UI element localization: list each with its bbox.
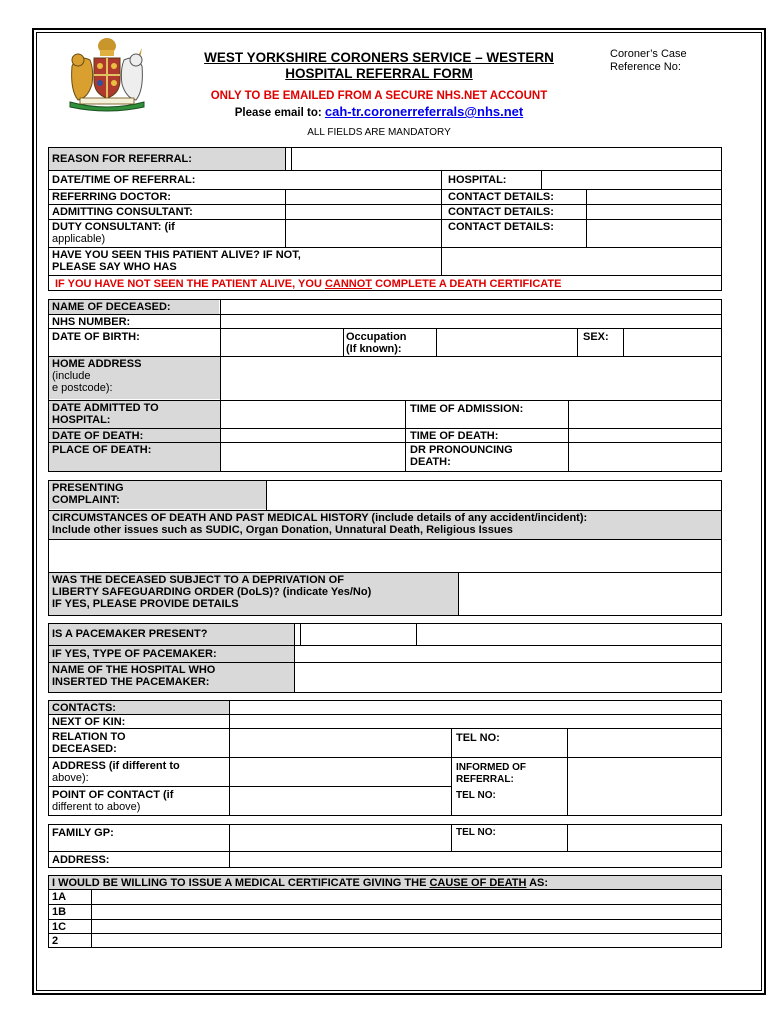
pacemaker-present-label: IS A PACEMAKER PRESENT? bbox=[49, 624, 294, 645]
date-admitted-line2: HOSPITAL: bbox=[52, 414, 111, 426]
cause-heading-b: CAUSE OF DEATH bbox=[429, 877, 527, 889]
cause-row-label: 1C bbox=[52, 921, 67, 933]
dols-field[interactable] bbox=[459, 573, 721, 615]
referring-doctor-label: REFERRING DOCTOR: bbox=[52, 191, 171, 203]
dols-label bbox=[49, 573, 458, 615]
duty-consultant-field[interactable] bbox=[285, 219, 440, 247]
occupation-label bbox=[343, 330, 435, 356]
dols-line1: WAS THE DECEASED SUBJECT TO A DEPRIVATION OF bbox=[52, 574, 344, 586]
home-address-line2: (include bbox=[52, 370, 91, 382]
home-address-line1: HOME ADDRESS bbox=[52, 358, 142, 370]
presenting-line2: COMPLAINT: bbox=[52, 494, 120, 506]
cause-row-field[interactable] bbox=[92, 905, 721, 919]
not-seen-warning-c: COMPLETE A DEATH CERTIFICATE bbox=[372, 278, 562, 290]
occupation-line1: Occupation bbox=[346, 331, 407, 343]
cause-heading-c: AS: bbox=[526, 877, 549, 889]
nhs-number-field[interactable] bbox=[220, 314, 721, 328]
dols-line2: LIBERTY SAFEGUARDING ORDER (DoLS)? (indicate Yes/No) bbox=[52, 586, 372, 598]
contact-details-label-3: CONTACT DETAILS: bbox=[448, 221, 554, 233]
gp-address-field[interactable] bbox=[230, 852, 721, 867]
nok-address-line1: ADDRESS (if different to bbox=[52, 760, 180, 772]
referral-email-link[interactable]: cah-tr.coronerreferrals@nhs.net bbox=[324, 104, 524, 119]
circumstances-line2: Include other issues such as SUDIC, Organ Donation, Unnatural Death, Religious Issues bbox=[52, 524, 513, 536]
pacemaker-present-field[interactable] bbox=[295, 624, 721, 645]
relation-label bbox=[49, 730, 229, 756]
duty-consultant-label bbox=[49, 220, 279, 246]
point-of-contact-label bbox=[49, 788, 229, 814]
contacts-heading: CONTACTS: bbox=[49, 701, 229, 714]
poc-line1: POINT OF CONTACT (if bbox=[52, 789, 174, 801]
home-address-field[interactable] bbox=[220, 356, 721, 400]
time-of-death-label: TIME OF DEATH: bbox=[410, 430, 499, 442]
circumstances-field[interactable] bbox=[49, 540, 721, 572]
dr-pronouncing-field[interactable] bbox=[568, 442, 721, 471]
family-gp-label: FAMILY GP: bbox=[52, 827, 114, 839]
place-of-death-field[interactable] bbox=[220, 442, 405, 471]
nok-address-field[interactable] bbox=[230, 758, 451, 786]
case-ref-line2: Reference No: bbox=[610, 61, 681, 73]
date-admitted-label bbox=[49, 401, 220, 428]
not-seen-warning bbox=[52, 277, 720, 291]
hospital-label: HOSPITAL: bbox=[448, 174, 507, 186]
pacemaker-hospital-label bbox=[49, 663, 294, 692]
contact-details-label-2: CONTACT DETAILS: bbox=[448, 206, 554, 218]
seen-alive-line2: PLEASE SAY WHO HAS bbox=[52, 261, 177, 273]
hospital-field[interactable] bbox=[541, 171, 721, 189]
contact-details-field-3[interactable] bbox=[586, 219, 721, 247]
relation-line1: RELATION TO bbox=[52, 731, 126, 743]
mandatory-note: ALL FIELDS ARE MANDATORY bbox=[307, 127, 451, 138]
pacemaker-hospital-line2: INSERTED THE PACEMAKER: bbox=[52, 676, 210, 688]
not-seen-warning-b: CANNOT bbox=[324, 278, 373, 290]
dr-pronouncing-label bbox=[407, 443, 567, 469]
circumstances-label bbox=[49, 511, 721, 539]
home-address-line3: e postcode): bbox=[52, 382, 113, 394]
case-ref-line1: Coroner’s Case bbox=[610, 48, 687, 60]
contact-details-field-1[interactable] bbox=[586, 189, 721, 204]
seen-alive-line1: HAVE YOU SEEN THIS PATIENT ALIVE? IF NOT, bbox=[52, 249, 301, 261]
nok-address-label bbox=[49, 759, 229, 785]
duty-consultant-line2: applicable) bbox=[52, 233, 106, 245]
informed-label bbox=[453, 761, 563, 787]
family-gp-field[interactable] bbox=[230, 825, 451, 851]
secure-email-warning: ONLY TO BE EMAILED FROM A SECURE NHS.NET ACCOUNT bbox=[210, 90, 548, 102]
datetime-label: DATE/TIME OF REFERRAL: bbox=[52, 174, 196, 186]
name-of-deceased-label: NAME OF DECEASED: bbox=[49, 300, 219, 314]
contact-details-field-2[interactable] bbox=[586, 204, 721, 219]
occupation-field[interactable] bbox=[436, 328, 577, 356]
presenting-line1: PRESENTING bbox=[52, 482, 124, 494]
occupation-line2: (If known): bbox=[346, 343, 402, 355]
seen-alive-field[interactable] bbox=[441, 247, 721, 275]
not-seen-warning-a: IF YOU HAVE NOT SEEN THE PATIENT ALIVE, YOU bbox=[55, 278, 325, 290]
form-title-line2: HOSPITAL REFERRAL FORM bbox=[285, 66, 473, 81]
date-admitted-line1: DATE ADMITTED TO bbox=[52, 402, 159, 414]
date-admitted-field[interactable] bbox=[220, 400, 405, 428]
sex-label: SEX: bbox=[583, 331, 609, 343]
cause-row-field[interactable] bbox=[92, 920, 721, 933]
seen-alive-label bbox=[49, 248, 439, 274]
time-admission-label: TIME OF ADMISSION: bbox=[410, 403, 524, 415]
admitting-consultant-field[interactable] bbox=[285, 204, 440, 219]
dob-field[interactable] bbox=[220, 328, 343, 356]
presenting-complaint-label bbox=[49, 481, 266, 509]
home-address-label bbox=[49, 357, 220, 399]
informed-line1: INFORMED OF bbox=[456, 762, 526, 773]
cause-row-field[interactable] bbox=[92, 934, 721, 947]
cause-row-label: 1A bbox=[52, 891, 67, 903]
email-prefix: Please email to: bbox=[234, 107, 322, 119]
form-title bbox=[170, 50, 588, 82]
cause-row-field[interactable] bbox=[92, 890, 721, 904]
tel-field-1[interactable] bbox=[568, 729, 721, 757]
case-reference bbox=[610, 48, 730, 74]
circumstances-line1: CIRCUMSTANCES OF DEATH AND PAST MEDICAL HISTORY (include details of any accident/incident): bbox=[52, 512, 588, 524]
reason-field[interactable] bbox=[292, 148, 721, 170]
duty-consultant-line1: DUTY CONSULTANT: (if bbox=[52, 221, 175, 233]
gp-tel-field[interactable] bbox=[568, 825, 721, 851]
cause-heading bbox=[49, 876, 721, 889]
relation-line2: DECEASED: bbox=[52, 743, 117, 755]
admitting-consultant-label: ADMITTING CONSULTANT: bbox=[52, 206, 193, 218]
tel-label-2: TEL NO: bbox=[456, 790, 496, 801]
time-of-death-field[interactable] bbox=[568, 428, 721, 442]
cause-row-label: 2 bbox=[52, 935, 59, 947]
tel-field-2[interactable] bbox=[568, 787, 721, 815]
presenting-complaint-field[interactable] bbox=[267, 481, 721, 509]
next-of-kin-label: NEXT OF KIN: bbox=[52, 716, 126, 728]
tel-label-1: TEL NO: bbox=[456, 732, 500, 744]
date-of-death-label: DATE OF DEATH: bbox=[49, 429, 220, 442]
pacemaker-hospital-line1: NAME OF THE HOSPITAL WHO bbox=[52, 664, 216, 676]
name-of-deceased-field[interactable] bbox=[220, 300, 721, 314]
gp-tel-label: TEL NO: bbox=[456, 827, 496, 838]
gp-address-label: ADDRESS: bbox=[52, 854, 110, 866]
nhs-number-label: NHS NUMBER: bbox=[52, 316, 131, 328]
time-admission-field[interactable] bbox=[568, 400, 721, 428]
relation-field[interactable] bbox=[230, 729, 451, 757]
place-of-death-label: PLACE OF DEATH: bbox=[49, 443, 220, 471]
email-instruction bbox=[170, 104, 588, 119]
form-title-line1: WEST YORKSHIRE CORONERS SERVICE – WESTERN bbox=[204, 50, 554, 65]
contacts-heading-field[interactable] bbox=[230, 701, 721, 714]
datetime-field[interactable] bbox=[285, 171, 440, 189]
date-of-death-field[interactable] bbox=[220, 428, 405, 442]
pacemaker-type-field[interactable] bbox=[295, 646, 721, 662]
pacemaker-type-label: IF YES, TYPE OF PACEMAKER: bbox=[49, 646, 294, 662]
reason-label: REASON FOR REFERRAL: bbox=[49, 148, 285, 170]
point-of-contact-field[interactable] bbox=[230, 787, 451, 815]
nok-address-line2: above): bbox=[52, 772, 89, 784]
informed-line2: REFERRAL: bbox=[456, 774, 514, 785]
poc-line2: different to above) bbox=[52, 801, 141, 813]
cause-heading-a: I WOULD BE WILLING TO ISSUE A MEDICAL CERTIFICATE GIVING THE bbox=[52, 877, 430, 889]
contact-details-label-1: CONTACT DETAILS: bbox=[448, 191, 554, 203]
dols-line3: IF YES, PLEASE PROVIDE DETAILS bbox=[52, 598, 239, 610]
cause-row-label: 1B bbox=[52, 906, 67, 918]
dr-pronouncing-line1: DR PRONOUNCING bbox=[410, 444, 513, 456]
royal-coat-of-arms-logo bbox=[62, 36, 152, 112]
pacemaker-hospital-field[interactable] bbox=[295, 663, 721, 692]
sex-field[interactable] bbox=[623, 328, 721, 356]
dr-pronouncing-line2: DEATH: bbox=[410, 456, 451, 468]
next-of-kin-field[interactable] bbox=[230, 715, 721, 728]
dob-label: DATE OF BIRTH: bbox=[52, 331, 140, 343]
referring-doctor-field[interactable] bbox=[285, 189, 440, 204]
informed-field[interactable] bbox=[568, 758, 721, 786]
